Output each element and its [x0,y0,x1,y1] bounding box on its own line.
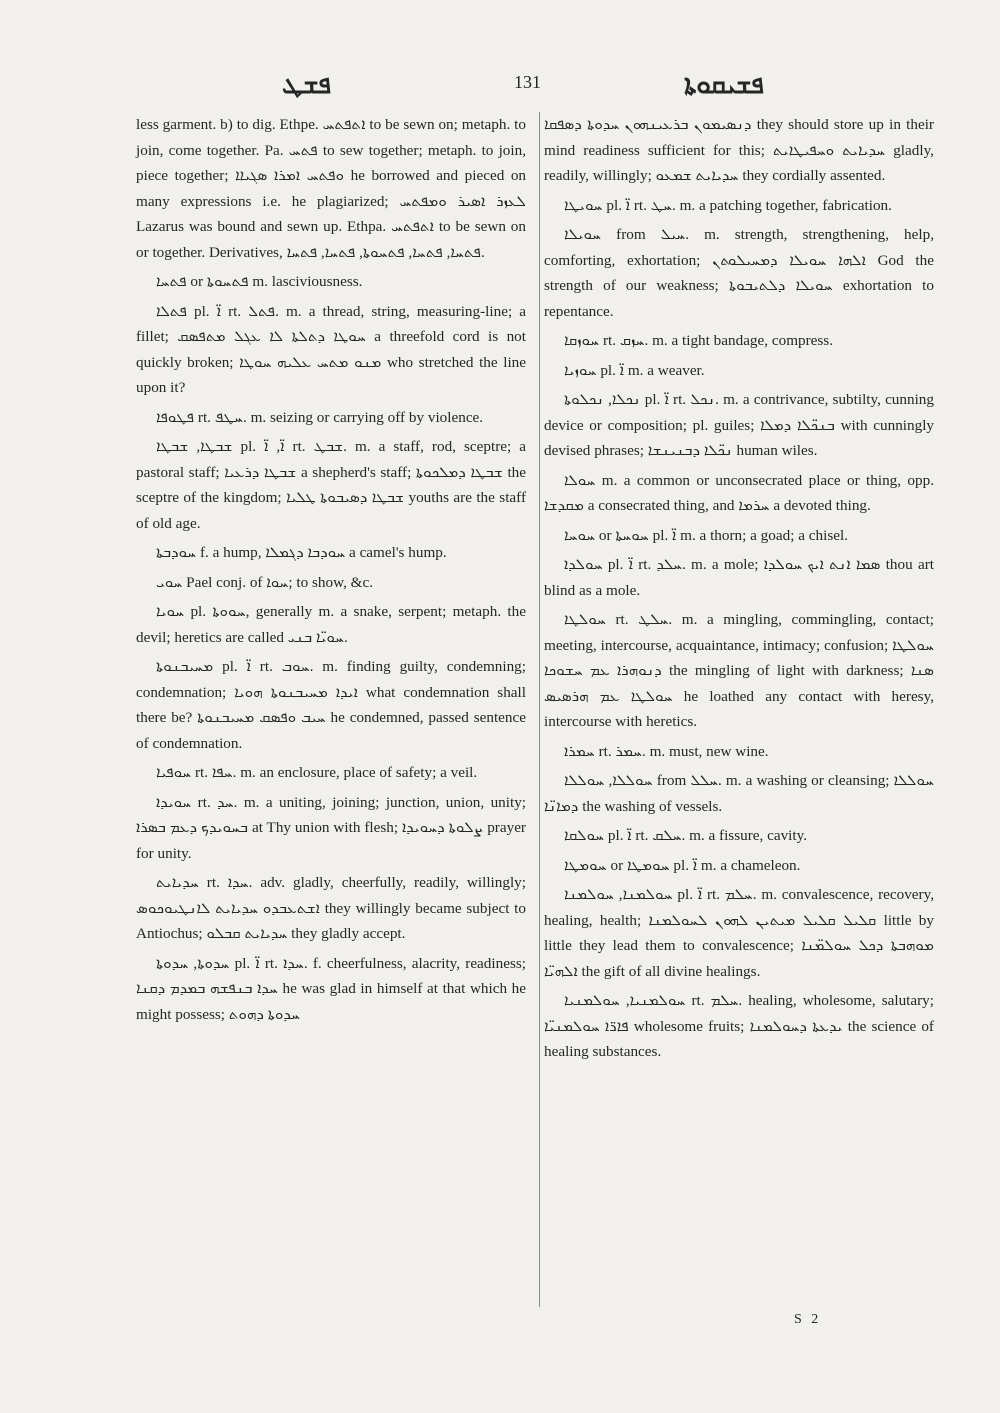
dictionary-entry: ܡܚܝܒܢܘܬܐ pl. ܐ̈ rt. ܚܘܒ. m. finding guilty, condemning; condemnation; ܐܝܕܐ ܡܚܝܒܢܘܬܐ ܗܘܝܐ what condemnation shall there be? ܚܝܒ ܘܦܣܩ ܡܚܝܒܢܘܬܐ he condemned, passed sentence of condemnation. [136,658,526,752]
dictionary-entry: ܚܘܝ Pael conj. of ܚܘܐ; to show, &c. [156,573,374,591]
dictionary-entry: ܚܘܠܕܐ pl. ܐ̈ rt. ܚܠܕ. m. a mole; ܣܡܐ ܐܢܬ ܐܝܟ ܚܘܠܕܐ thou art blind as a mole. [544,556,934,599]
dictionary-entry: ܚܘܠܛܐ rt. ܚܠܛ. m. a mingling, commingling, contact; meeting, intercourse, acquaintance, intimacy; confusion; ܚܘܠܛܐ ܕܢܘܗܪܐ ܥܡ ܚܫܘܟܐ the mingling of light with darkness; ܣܢܐ ܚܘܠܛܐ ܥܡ ܗܪܣܝܣ he loathed any contact with heresy, intercourse with heretics. [544,611,935,730]
page-number: 131 [514,72,541,92]
dictionary-entry: ܚܘܙܩܐ rt. ܚܙܩ. m. a tight bandage, compress. [564,332,834,349]
dictionary-entry: less garment. b) to dig. Ethpe. ܐܬܦܬܚ to be sewn on; metaph. to join, come together. Pa. ܦܬܚ to sew together; metaph. to join, piece together; ܘܦܬܚ ܐܡܪܐ ܣܓܝܐܐ he borrowed and pieced on many expressions i.e. he plagiarized; ܠܥܙܪ ܐܣܝܪ ܘܡܦܬܚ Lazarus was bound and sewn up. Ethpa. ܐܬܦܬܚ to be sewn on or together. Derivatives, ܦܬܚܐ, ܦܬܚܐ, ܦܬܚܘܬܐ, ܦܬܚܐ, ܦܬܚܐ. [136,116,527,261]
dictionary-entry: ܚܘܚܐ or ܚܘܚܬܐ pl. ܐ̈ m. a thorn; a goad; a chisel. [564,526,848,544]
dictionary-entry: ܚܘܙܝܐ pl. ܐ̈ m. a weaver. [564,361,705,379]
dictionary-entry: ܚܕܘܬܐ, ܚܕܘܬܐ pl. ܐ̈ rt. ܚܕܐ. f. cheerfulness, alacrity, readiness; ܚܕܐ ܒܢܦܫܗ ܒܡܕܡ ܕܩܢܐ he was glad in himself at that which he might possess; ܚܕܘܬܐ ܕܗܘܬ [136,954,527,1023]
column-divider [539,112,540,1307]
dictionary-entry: ܚܡܪܐ rt. ܚܡܪ. m. must, new wine. [564,742,769,760]
dictionary-entry: ܚܘܠܩܐ pl. ܐ̈ rt. ܚܠܩ. m. a fissure, cavity. [564,827,808,844]
dictionary-entry: ܚܕܝܐܝܬ rt. ܚܕܐ. adv. gladly, cheerfully, readily, willingly; ܐܫܬܥܒܕܘ ܚܕܝܐܝܬ ܠܐܢܛܝܘܟܘܣ they willingly became subject to Antiochus; ܚܕܝܐܝܬ ܩܒܠܘ they gladly accept. [136,874,526,942]
dictionary-entry: ܦܬܠܐ pl. ܐ̈ rt. ܦܬܠ. m. a thread, string, measuring-line; a fillet; ܚܘܛܐ ܕܬܠܬܐ ܠܐ ܥܓܠ ܡܬܦܣܩ a threefold cord is not quickly broken; ܡܢܘ ܡܬܚ ܥܠܝܗ ܚܘܛܐ who stretched the line upon it? [136,302,526,396]
dictionary-entry: ܚܘܠܠܐ, ܚܘܠܠܐ from ܚܠܠ. m. a washing or cleansing; ܚܘܠܠܐ ܕܡܐܢ̈ܐ the washing of vessels. [544,772,934,815]
dictionary-entry: ܢܟܠܐ, ܢܟܠܘܬܐ pl. ܐ̈ rt. ܢܟܠ. m. a contrivance, subtilty, cunning device or composition; pl. guiles; ܒܢܟ̈ܠܐ ܕܡܠܐ with cunningly devised phrases; ܢܟ̈ܠܐ ܕܒܢܝܢܫܐ human wiles. [544,391,935,459]
dictionary-entry: ܚܘܝܛܐ pl. ܐ̈ rt. ܚܛ. m. a patching together, fabrication. [564,196,892,214]
running-head-left: ܦܫܛ [282,70,331,99]
dictionary-entry: ܚܘܝܕܐ rt. ܚܕ. m. a uniting, joining; junction, union, unity; ܒܚܘܝܕܟ ܕܥܡ ܒܣܪܐ at Thy union with flesh; ܨܠܘܬܐ ܕܚܘܝܕܐ prayer for unity. [136,793,527,862]
dictionary-entry: ܚܘܠܡܢܝܐ, ܚܘܠܡܢܝܐ rt. ܚܠܡ. healing, wholesome, salutary; ܦܐܪ̈ܐ ܚܘܠܡܢܝ̈ܐ wholesome fruits; ܝܕܥܬܐ ܕܚܘܠܡܢܐ the science of healing substances. [544,992,934,1060]
dictionary-entry: ܚܘܦܝܐ rt. ܚܦܐ. m. an enclosure, place of safety; a veil. [156,764,478,781]
dictionary-entry: ܚܘܠܐ m. a common or unconsecrated place or thing, opp. ܡܩܕܫܐ a consecrated thing, and ܚܪܡܐ a devoted thing. [544,471,934,514]
dictionary-entry: ܕܢܣܝܡܘܢ ܒܪܥܝܢܗܘܢ ܚܕܘܬܐ ܕܣܦܩܐ they should store up in their mind readiness sufficient for this; ܚܕܝܐܝܬ ܘܚܦܝܛܐܝܬ gladly, readily, willingly; ܚܕܝܐܝܬ ܫܡܥܘ they cordially assented. [544,116,934,184]
dictionary-entry: ܚܘܝܐ pl. ܚܘܘܬܐ, generally m. a snake, serpent; metaph. the devil; heretics are called ܚܘܝ̈ܐ ܒܢܝ. [136,603,526,646]
dictionary-entry: ܚܘܝܠܐ from ܚܝܠ. m. strength, strengthening, help, comforting, exhortation; ܐܠܗܐ ܚܘܝܠܐ ܕܡܚܝܠܘܬܢ God the strength of our weakness; ܚܘܝܠܐ ܕܠܬܝܒܘܬܐ exhortation to repentance. [544,226,934,320]
running-head-right: ܦܫܝܩܘܬܐ [684,70,764,99]
dictionary-entry: ܫܒܛܐ, ܫܒܛܐ pl. ܐ̈, ܐ̈ rt. ܫܒܛ. m. a staff, rod, sceptre; a pastoral staff; ܫܒܛܐ ܕܪܥܝܐ a shepherd's staff; ܫܒܛܐ ܕܡܠܟܘܬܐ the sceptre of the kingdom; ܫܒܛܐ ܕܣܝܒܘܬܐ ܛܠܝܐ youths are the staff of old age. [136,438,527,532]
right-column [544,112,934,1069]
dictionary-entry: ܦܬܚܐ or ܦܬܚܘܬܐ m. lasciviousness. [156,273,363,290]
dictionary-entry: ܚܘܠܡܢܐ, ܚܘܠܡܢܐ pl. ܐ̈ rt. ܚܠܡ. m. convalescence, recovery, healing, health; ܩܠܝܠ ܩܠܝܠ ܡܝܬܝܢ ܠܗܘܢ ܠܚܘܠܡܢܐ little by little they lead them to convalescence; ܡܘܗܒܬܐ ܕܟܠ ܚܘܠܡ̈ܢܐ ܐܠܗܝ̈ܐ the gift of all divine healings. [544,886,935,980]
dictionary-entry: ܚܘܕܒܬܐ f. a hump, ܚܘܕܒܐ ܕܓܡܠܐ a camel's hump. [156,544,447,561]
dictionary-entry: ܦܛܘܦܐ rt. ܚܛܦ. m. seizing or carrying off by violence. [156,408,484,426]
signature-mark: S 2 [794,1312,822,1327]
dictionary-entry: ܚܘܡܛܐ or ܚܘܡܛܐ pl. ܐ̈ m. a chameleon. [564,856,801,874]
left-column [136,112,526,1031]
page-header [0,66,1000,106]
